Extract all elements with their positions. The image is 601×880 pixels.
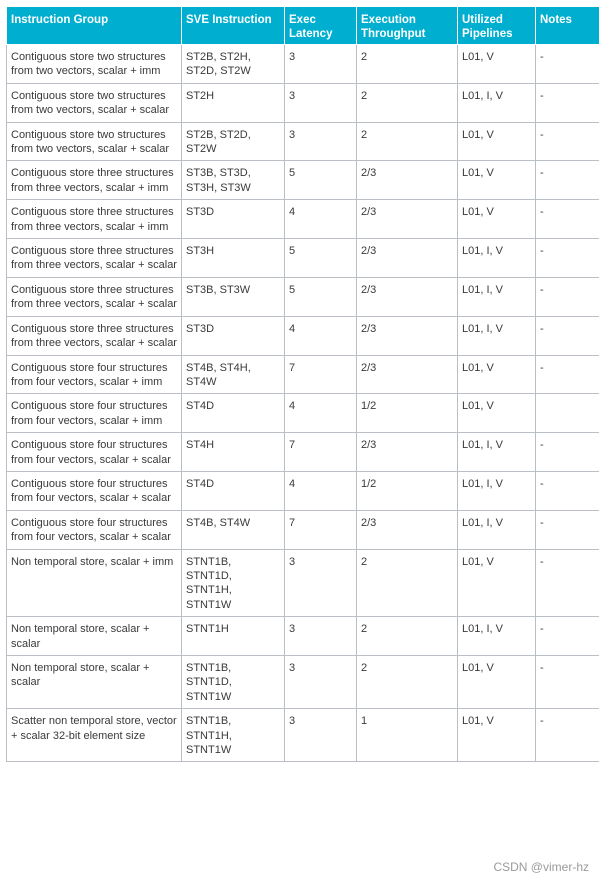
cell-exec-latency: 3 xyxy=(285,45,357,84)
cell-instruction-group: Contiguous store four structures from four vectors, scalar + scalar xyxy=(7,433,182,472)
cell-instruction-group: Contiguous store four structures from four vectors, scalar + imm xyxy=(7,394,182,433)
cell-execution-throughput: 2/3 xyxy=(357,277,458,316)
header-instruction-group: Instruction Group xyxy=(7,7,182,45)
table-row xyxy=(7,709,600,762)
table-row xyxy=(7,161,600,200)
cell-instruction-group: Contiguous store three structures from three vectors, scalar + scalar xyxy=(7,316,182,355)
cell-utilized-pipelines: L01, I, V xyxy=(458,83,536,122)
cell-sve-instruction: STNT1H xyxy=(182,617,285,656)
cell-execution-throughput: 2/3 xyxy=(357,316,458,355)
cell-notes: - xyxy=(536,239,600,278)
instruction-table xyxy=(6,6,599,762)
cell-notes: - xyxy=(536,617,600,656)
cell-utilized-pipelines: L01, I, V xyxy=(458,433,536,472)
cell-instruction-group: Contiguous store three structures from three vectors, scalar + scalar xyxy=(7,239,182,278)
cell-notes: - xyxy=(536,45,600,84)
cell-sve-instruction: ST4B, ST4H, ST4W xyxy=(182,355,285,394)
cell-sve-instruction: ST3B, ST3W xyxy=(182,277,285,316)
cell-exec-latency: 7 xyxy=(285,510,357,549)
cell-exec-latency: 4 xyxy=(285,200,357,239)
cell-instruction-group: Non temporal store, scalar + scalar xyxy=(7,656,182,709)
cell-instruction-group: Non temporal store, scalar + imm xyxy=(7,549,182,617)
cell-notes: - xyxy=(536,656,600,709)
cell-utilized-pipelines: L01, V xyxy=(458,161,536,200)
cell-sve-instruction: ST4D xyxy=(182,394,285,433)
cell-execution-throughput: 2 xyxy=(357,45,458,84)
cell-notes: - xyxy=(536,510,600,549)
cell-execution-throughput: 1/2 xyxy=(357,394,458,433)
cell-instruction-group: Contiguous store three structures from three vectors, scalar + imm xyxy=(7,200,182,239)
cell-notes: - xyxy=(536,709,600,762)
header-exec-latency: Exec Latency xyxy=(285,7,357,45)
header-execution-throughput: Execution Throughput xyxy=(357,7,458,45)
cell-notes: - xyxy=(536,316,600,355)
cell-utilized-pipelines: L01, V xyxy=(458,45,536,84)
cell-utilized-pipelines: L01, I, V xyxy=(458,617,536,656)
header-sve-instruction: SVE Instruction xyxy=(182,7,285,45)
cell-exec-latency: 3 xyxy=(285,709,357,762)
table-row xyxy=(7,45,600,84)
cell-notes xyxy=(536,394,600,433)
cell-sve-instruction: ST3B, ST3D, ST3H, ST3W xyxy=(182,161,285,200)
cell-execution-throughput: 2 xyxy=(357,83,458,122)
cell-exec-latency: 5 xyxy=(285,239,357,278)
cell-notes: - xyxy=(536,549,600,617)
cell-execution-throughput: 1 xyxy=(357,709,458,762)
cell-exec-latency: 3 xyxy=(285,656,357,709)
table-body xyxy=(7,45,600,762)
cell-instruction-group: Contiguous store two structures from two vectors, scalar + scalar xyxy=(7,122,182,161)
cell-utilized-pipelines: L01, V xyxy=(458,200,536,239)
cell-utilized-pipelines: L01, V xyxy=(458,709,536,762)
table-row xyxy=(7,239,600,278)
cell-execution-throughput: 2/3 xyxy=(357,161,458,200)
cell-instruction-group: Non temporal store, scalar + scalar xyxy=(7,617,182,656)
cell-exec-latency: 3 xyxy=(285,617,357,656)
cell-execution-throughput: 2/3 xyxy=(357,433,458,472)
cell-exec-latency: 4 xyxy=(285,471,357,510)
cell-instruction-group: Contiguous store two structures from two vectors, scalar + scalar xyxy=(7,83,182,122)
cell-exec-latency: 3 xyxy=(285,83,357,122)
cell-utilized-pipelines: L01, I, V xyxy=(458,510,536,549)
cell-notes: - xyxy=(536,161,600,200)
cell-exec-latency: 3 xyxy=(285,122,357,161)
cell-sve-instruction: ST2B, ST2H, ST2D, ST2W xyxy=(182,45,285,84)
cell-sve-instruction: ST3H xyxy=(182,239,285,278)
cell-notes: - xyxy=(536,355,600,394)
cell-instruction-group: Contiguous store two structures from two vectors, scalar + imm xyxy=(7,45,182,84)
table-row xyxy=(7,316,600,355)
cell-execution-throughput: 2/3 xyxy=(357,510,458,549)
cell-sve-instruction: STNT1B, STNT1D, STNT1H, STNT1W xyxy=(182,549,285,617)
cell-sve-instruction: ST2H xyxy=(182,83,285,122)
table-row xyxy=(7,656,600,709)
cell-exec-latency: 3 xyxy=(285,549,357,617)
table-row xyxy=(7,200,600,239)
table-row xyxy=(7,394,600,433)
cell-utilized-pipelines: L01, V xyxy=(458,122,536,161)
cell-execution-throughput: 2/3 xyxy=(357,239,458,278)
cell-instruction-group: Contiguous store four structures from four vectors, scalar + scalar xyxy=(7,471,182,510)
cell-notes: - xyxy=(536,200,600,239)
cell-exec-latency: 4 xyxy=(285,394,357,433)
table-row xyxy=(7,549,600,617)
table-row xyxy=(7,83,600,122)
cell-execution-throughput: 2/3 xyxy=(357,355,458,394)
cell-execution-throughput: 2 xyxy=(357,617,458,656)
cell-exec-latency: 4 xyxy=(285,316,357,355)
cell-utilized-pipelines: L01, V xyxy=(458,394,536,433)
table-container xyxy=(6,6,599,880)
header-notes: Notes xyxy=(536,7,600,45)
cell-execution-throughput: 2/3 xyxy=(357,200,458,239)
cell-utilized-pipelines: L01, I, V xyxy=(458,277,536,316)
cell-instruction-group: Contiguous store four structures from four vectors, scalar + scalar xyxy=(7,510,182,549)
cell-exec-latency: 7 xyxy=(285,433,357,472)
table-row xyxy=(7,617,600,656)
cell-notes: - xyxy=(536,83,600,122)
table-row xyxy=(7,355,600,394)
table-row xyxy=(7,471,600,510)
cell-instruction-group: Contiguous store three structures from three vectors, scalar + scalar xyxy=(7,277,182,316)
cell-sve-instruction: ST2B, ST2D, ST2W xyxy=(182,122,285,161)
cell-utilized-pipelines: L01, V xyxy=(458,355,536,394)
cell-utilized-pipelines: L01, I, V xyxy=(458,316,536,355)
cell-notes: - xyxy=(536,433,600,472)
cell-execution-throughput: 2 xyxy=(357,122,458,161)
cell-execution-throughput: 1/2 xyxy=(357,471,458,510)
table-row xyxy=(7,433,600,472)
cell-utilized-pipelines: L01, V xyxy=(458,549,536,617)
cell-sve-instruction: ST4B, ST4W xyxy=(182,510,285,549)
cell-utilized-pipelines: L01, I, V xyxy=(458,239,536,278)
table-row xyxy=(7,122,600,161)
cell-exec-latency: 5 xyxy=(285,161,357,200)
cell-execution-throughput: 2 xyxy=(357,549,458,617)
table-header-row xyxy=(7,7,600,45)
cell-exec-latency: 5 xyxy=(285,277,357,316)
table-row xyxy=(7,510,600,549)
cell-sve-instruction: ST3D xyxy=(182,316,285,355)
cell-instruction-group: Scatter non temporal store, vector + scalar 32-bit element size xyxy=(7,709,182,762)
cell-notes: - xyxy=(536,122,600,161)
cell-sve-instruction: STNT1B, STNT1D, STNT1W xyxy=(182,656,285,709)
cell-execution-throughput: 2 xyxy=(357,656,458,709)
cell-notes: - xyxy=(536,471,600,510)
watermark: CSDN @vimer-hz xyxy=(493,860,589,874)
cell-utilized-pipelines: L01, V xyxy=(458,656,536,709)
cell-sve-instruction: ST4H xyxy=(182,433,285,472)
cell-sve-instruction: ST4D xyxy=(182,471,285,510)
table-row xyxy=(7,277,600,316)
cell-instruction-group: Contiguous store four structures from four vectors, scalar + imm xyxy=(7,355,182,394)
cell-sve-instruction: ST3D xyxy=(182,200,285,239)
header-utilized-pipelines: Utilized Pipelines xyxy=(458,7,536,45)
cell-sve-instruction: STNT1B, STNT1H, STNT1W xyxy=(182,709,285,762)
cell-instruction-group: Contiguous store three structures from three vectors, scalar + imm xyxy=(7,161,182,200)
cell-exec-latency: 7 xyxy=(285,355,357,394)
cell-notes: - xyxy=(536,277,600,316)
cell-utilized-pipelines: L01, I, V xyxy=(458,471,536,510)
